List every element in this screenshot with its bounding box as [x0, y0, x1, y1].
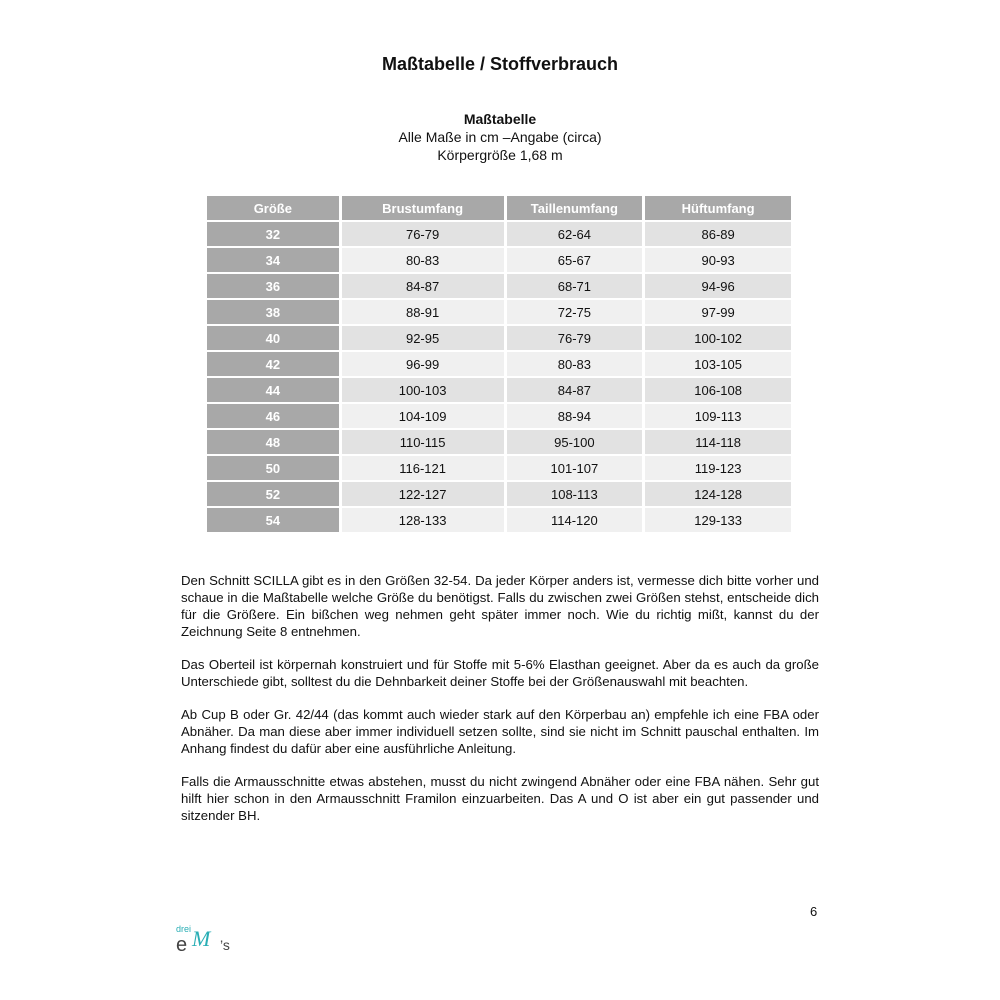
- waist-cell: 65-67: [507, 248, 643, 272]
- paragraph-fba: Ab Cup B oder Gr. 42/44 (das kommt auch wieder stark auf den Körperbau an) empfehle ich eine FBA oder Abnäher. Da man diese aber immer individuell setzen sollte, sind sie nicht im Schnitt pauschal enthalten. Im Anhang findest du dafür aber eine ausführliche Anleitung.: [181, 707, 819, 756]
- bust-cell: 96-99: [342, 352, 504, 376]
- hip-cell: 97-99: [645, 300, 791, 324]
- page-number: 6: [810, 904, 818, 919]
- hip-cell: 90-93: [645, 248, 791, 272]
- logo-letter-m: M: [192, 926, 211, 951]
- table-row: [207, 508, 791, 532]
- size-cell: 36: [207, 274, 339, 298]
- waist-cell: 88-94: [507, 404, 643, 428]
- table-subheading: [0, 110, 1000, 164]
- logo-letter-e: e: [176, 934, 188, 956]
- size-table: [204, 194, 794, 534]
- hip-cell: 94-96: [645, 274, 791, 298]
- waist-cell: 101-107: [507, 456, 643, 480]
- hip-cell: 114-118: [645, 430, 791, 454]
- bust-cell: 76-79: [342, 222, 504, 246]
- size-cell: 44: [207, 378, 339, 402]
- table-row: [207, 430, 791, 454]
- size-cell: 52: [207, 482, 339, 506]
- bust-cell: 110-115: [342, 430, 504, 454]
- bust-cell: 100-103: [342, 378, 504, 402]
- waist-cell: 108-113: [507, 482, 643, 506]
- brand-logo: [174, 918, 244, 958]
- hip-cell: 86-89: [645, 222, 791, 246]
- paragraph-sizes: Den Schnitt SCILLA gibt es in den Größen 32-54. Da jeder Körper anders ist, vermesse dich bitte vorher und schaue in die Maßtabelle welche Größe du benötigst. Falls du zwischen zwei Größen stehst, entscheide dich für die Größere. Ein bißchen weg nehmen geht später immer noch. Wie du richtig mißt, kannst du der Zeichnung Seite 8 entnehmen.: [181, 573, 819, 639]
- header-size: Größe: [207, 196, 339, 220]
- table-row: [207, 274, 791, 298]
- bust-cell: 80-83: [342, 248, 504, 272]
- size-cell: 50: [207, 456, 339, 480]
- bust-cell: 104-109: [342, 404, 504, 428]
- table-row: [207, 456, 791, 480]
- size-cell: 38: [207, 300, 339, 324]
- hip-cell: 106-108: [645, 378, 791, 402]
- table-row: [207, 300, 791, 324]
- size-cell: 48: [207, 430, 339, 454]
- table-row: [207, 248, 791, 272]
- logo-letter-s: ’s: [220, 937, 230, 953]
- body-text: [181, 572, 819, 840]
- hip-cell: 119-123: [645, 456, 791, 480]
- table-row: [207, 404, 791, 428]
- waist-cell: 72-75: [507, 300, 643, 324]
- hip-cell: 129-133: [645, 508, 791, 532]
- header-bust: Brustumfang: [342, 196, 504, 220]
- bust-cell: 92-95: [342, 326, 504, 350]
- size-cell: 42: [207, 352, 339, 376]
- waist-cell: 84-87: [507, 378, 643, 402]
- table-header-row: [207, 196, 791, 220]
- bust-cell: 84-87: [342, 274, 504, 298]
- waist-cell: 114-120: [507, 508, 643, 532]
- logo-text-drei: drei: [176, 924, 192, 934]
- header-waist: Taillenumfang: [507, 196, 643, 220]
- bust-cell: 128-133: [342, 508, 504, 532]
- paragraph-armholes: Falls die Armausschnitte etwas abstehen, musst du nicht zwingend Abnäher oder eine FBA nähen. Sehr gut hilft hier schon in den Armausschnitt Framilon einzuarbeiten. Das A und O ist aber ein gut passender und sitzender BH.: [181, 774, 819, 823]
- table-row: [207, 482, 791, 506]
- hip-cell: 103-105: [645, 352, 791, 376]
- waist-cell: 95-100: [507, 430, 643, 454]
- size-cell: 54: [207, 508, 339, 532]
- paragraph-stretch: Das Oberteil ist körpernah konstruiert und für Stoffe mit 5-6% Elasthan geeignet. Aber da es auch da große Unterschiede gibt, solltest du die Dehnbarkeit deiner Stoffe bei der Größenauswahl mit beachten.: [181, 657, 819, 689]
- hip-cell: 100-102: [645, 326, 791, 350]
- table-row: [207, 326, 791, 350]
- hip-cell: 109-113: [645, 404, 791, 428]
- body-height-note: Körpergröße 1,68 m: [437, 147, 563, 163]
- table-row: [207, 378, 791, 402]
- size-cell: 32: [207, 222, 339, 246]
- table-body: [207, 222, 791, 532]
- bust-cell: 122-127: [342, 482, 504, 506]
- waist-cell: 76-79: [507, 326, 643, 350]
- table-row: [207, 222, 791, 246]
- size-cell: 40: [207, 326, 339, 350]
- waist-cell: 62-64: [507, 222, 643, 246]
- size-cell: 34: [207, 248, 339, 272]
- bust-cell: 116-121: [342, 456, 504, 480]
- table-title: Maßtabelle: [463, 111, 537, 127]
- header-hip: Hüftumfang: [645, 196, 791, 220]
- bust-cell: 88-91: [342, 300, 504, 324]
- table-row: [207, 352, 791, 376]
- waist-cell: 68-71: [507, 274, 643, 298]
- size-cell: 46: [207, 404, 339, 428]
- measurement-note: Alle Maße in cm –Angabe (circa): [398, 129, 602, 145]
- waist-cell: 80-83: [507, 352, 643, 376]
- page-title: Maßtabelle / Stoffverbrauch: [381, 54, 619, 74]
- hip-cell: 124-128: [645, 482, 791, 506]
